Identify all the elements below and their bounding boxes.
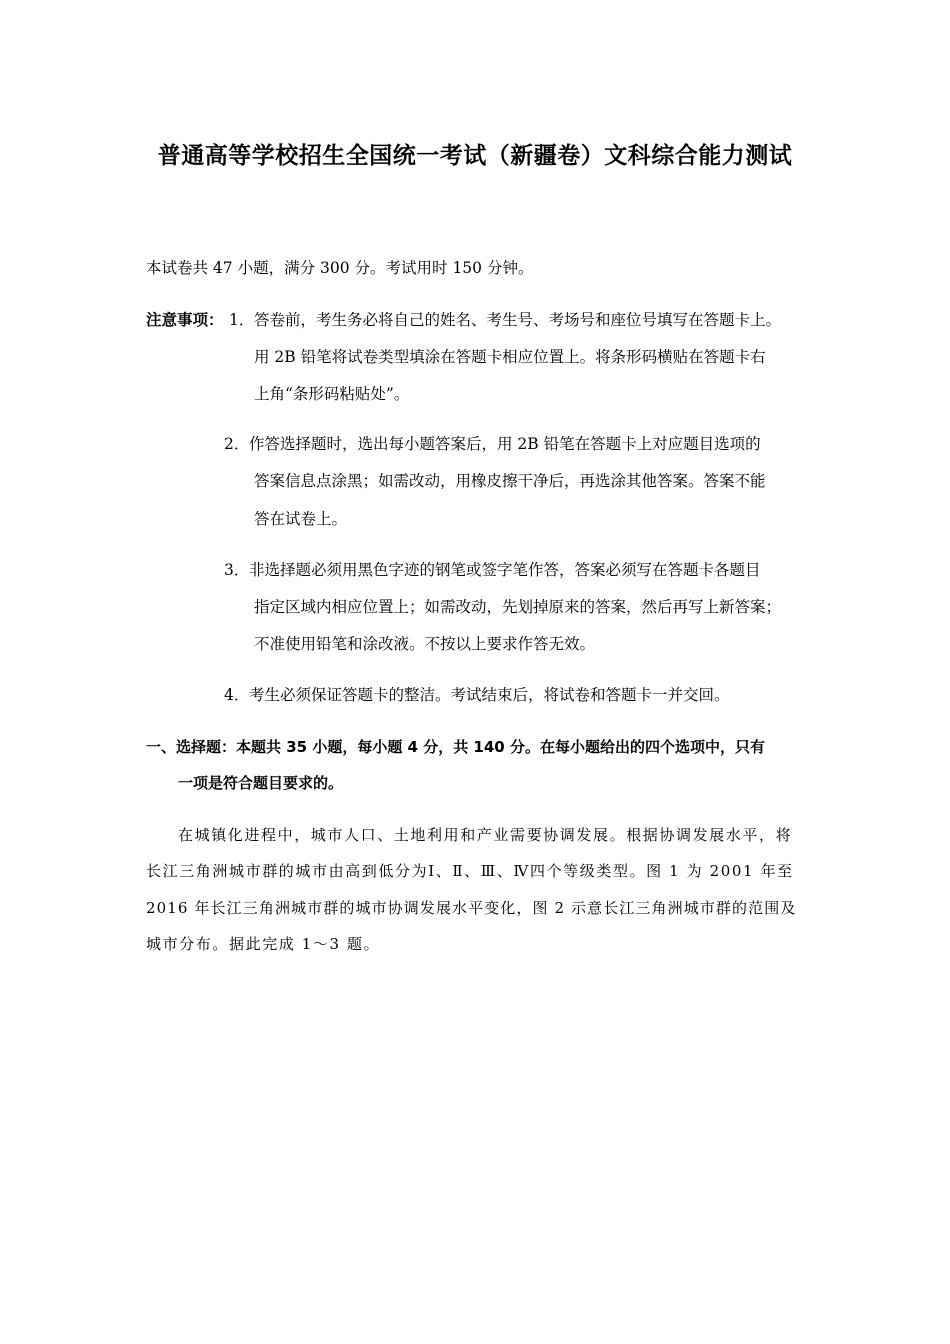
note-number: 3． (224, 561, 250, 579)
passage-line: 2016 年长江三角洲城市群的城市协调发展水平变化，图 2 示意长江三角洲城市群的范围及 (146, 899, 797, 917)
section-heading-continued: 一项是符合题目要求的。 (178, 774, 344, 792)
note-line: 非选择题必须用黑色字迹的钢笔或签字笔作答，答案必须写在答题卡各题目 (249, 561, 761, 579)
note-line: 指定区域内相应位置上；如需改动，先划掉原来的答案，然后再写上新答案； (254, 598, 782, 616)
note-number: 2． (224, 435, 250, 453)
note-line: 考生必须保证答题卡的整洁。考试结束后，将试卷和答题卡一并交回。 (249, 686, 730, 704)
notes-label: 注意事项： (146, 310, 224, 329)
note-number: 1． (229, 311, 255, 329)
intro-text: 本试卷共 47 小题，满分 300 分。考试用时 150 分钟。 (146, 259, 534, 277)
note-line: 答在试卷上。 (254, 510, 348, 528)
passage-line: 长江三角洲城市群的城市由高到低分为Ⅰ、Ⅱ、Ⅲ、Ⅳ四个等级类型。图 1 为 2001 年至 (146, 862, 794, 880)
note-line: 答案信息点涂黑；如需改动，用橡皮擦干净后，再选涂其他答案。答案不能 (254, 472, 766, 490)
note-line: 作答选择题时，选出每小题答案后，用 2B 铅笔在答题卡上对应题目选项的 (249, 435, 761, 453)
note-line: 不准使用铅笔和涂改液。不按以上要求作答无效。 (254, 635, 596, 653)
page-title: 普通高等学校招生全国统一考试（新疆卷）文科综合能力测试 (157, 142, 793, 169)
section-heading: 一、选择题：本题共 35 小题，每小题 4 分，共 140 分。在每小题给出的四个选项中，只有 (146, 738, 765, 756)
passage-line: 在城镇化进程中，城市人口、土地利用和产业需要协调发展。根据协调发展水平，将 (178, 826, 793, 844)
note-line: 上角“条形码粘贴处”。 (254, 385, 410, 403)
note-line: 答卷前，考生务必将自己的姓名、考生号、考场号和座位号填写在答题卡上。 (254, 311, 782, 329)
passage-line: 城市分布。据此完成 1～3 题。 (146, 935, 381, 953)
note-line: 用 2B 铅笔将试卷类型填涂在答题卡相应位置上。将条形码横贴在答题卡右 (254, 348, 766, 366)
note-number: 4． (224, 686, 250, 704)
